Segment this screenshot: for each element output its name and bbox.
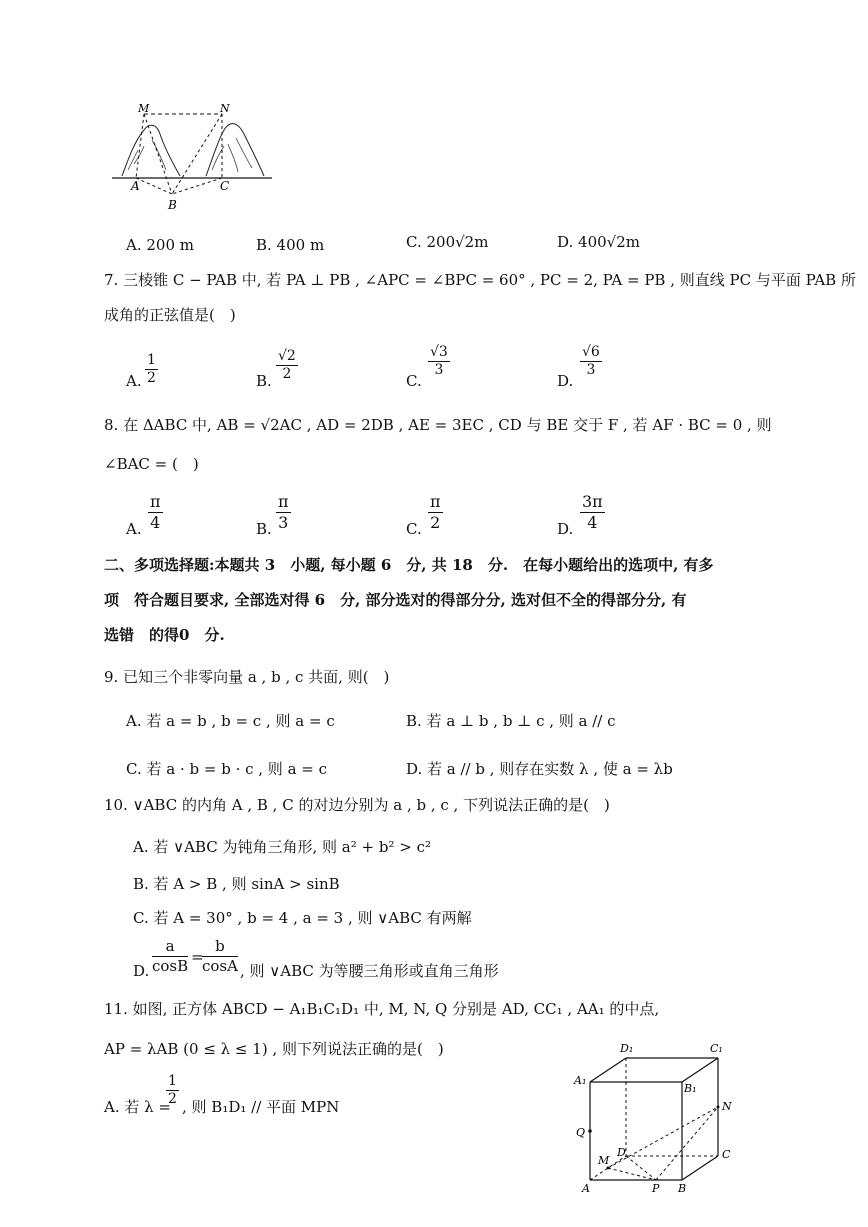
label-A: A [131, 179, 140, 193]
q9-option-b[interactable]: B. 若 a ⊥ b , b ⊥ c , 则 a // c [406, 712, 616, 730]
q8-option-b-fraction: $\frac{\pi}{3}$ [278, 492, 289, 532]
q8-option-c-fraction: $\frac{\pi}{2}$ [430, 492, 441, 532]
q7-option-d-label[interactable]: D. [557, 372, 574, 390]
q10-option-d-suffix: , 则 ∨ABC 为等腰三角形或直角三角形 [240, 962, 499, 980]
q9-option-c[interactable]: C. 若 a · b = b · c , 则 a = c [126, 760, 328, 778]
q7-option-b-fraction: $\frac{√2}{2}$ [278, 348, 296, 383]
label-Q: Q [576, 1126, 586, 1139]
label-D: D [617, 1146, 626, 1159]
cube-figure [570, 1040, 750, 1195]
label-N: N [722, 1100, 732, 1113]
q8-option-a-fraction: $\frac{\pi}{4}$ [150, 492, 161, 532]
q10-option-d-prefix[interactable]: D. [133, 962, 150, 980]
label-A: A [582, 1182, 590, 1195]
q7-option-a-fraction: $\frac{1}{2}$ [147, 352, 156, 387]
label-P: P [652, 1182, 660, 1195]
q6-option-d[interactable]: D. 400√2m [557, 233, 640, 251]
q10-option-d-fraction1: $\frac{a}{\cos B}$ [152, 937, 189, 975]
label-N: N [220, 102, 230, 115]
point-Q [588, 1129, 592, 1133]
q8-option-d-label[interactable]: D. [557, 520, 574, 538]
q11-stem-line2: AP = λAB (0 ≤ λ ≤ 1) , 则下列说法正确的是( ) [104, 1040, 444, 1058]
q7-option-d-fraction: $\frac{√6}{3}$ [582, 344, 600, 379]
q11-stem: 11. 如图, 正方体 ABCD − A₁B₁C₁D₁ 中, M, N, Q 分别是 AD, CC₁ , AA₁ 的中点, [104, 1000, 660, 1018]
q9-stem: 9. 已知三个非零向量 a , b , c 共面, 则( ) [104, 668, 390, 686]
label-C1: C₁ [710, 1042, 723, 1055]
label-M: M [598, 1154, 610, 1167]
label-B: B [678, 1182, 687, 1195]
q10-option-d-equals: = [191, 948, 204, 966]
q10-stem: 10. ∨ABC 的内角 A , B , C 的对边分别为 a , b , c , 下列说法正确的是( ) [104, 796, 610, 814]
q7-option-a-label[interactable]: A. [126, 372, 142, 390]
q6-option-a[interactable]: A. 200 m [126, 236, 194, 254]
q8-option-a-label[interactable]: A. [126, 520, 142, 538]
label-M: M [138, 102, 150, 115]
q7-option-c-label[interactable]: C. [406, 372, 422, 390]
q7-option-c-fraction: $\frac{√3}{3}$ [430, 344, 448, 379]
mountain-figure [108, 100, 278, 215]
label-B1: B₁ [684, 1082, 697, 1095]
q6-option-b[interactable]: B. 400 m [256, 236, 325, 254]
q10-option-a[interactable]: A. 若 ∨ABC 为钝角三角形, 则 a² + b² > c² [133, 838, 431, 856]
label-A1: A₁ [574, 1074, 587, 1087]
label-C: C [722, 1148, 731, 1161]
q9-option-d[interactable]: D. 若 a // b , 则存在实数 λ , 使 a = λb [406, 760, 673, 778]
point-N [717, 1106, 720, 1109]
q8-option-d-fraction: $\frac{3\pi}{4}$ [582, 492, 603, 532]
q8-stem-line2: ∠BAC = ( ) [104, 455, 199, 473]
q10-option-b[interactable]: B. 若 A > B , 则 sinA > sinB [133, 875, 340, 893]
q8-option-c-label[interactable]: C. [406, 520, 422, 538]
section2-line1: 二、多项选择题:本题共 3 小题, 每小题 6 分, 共 18 分. 在每小题给出的选项中, 有多 [104, 556, 714, 574]
q7-option-b-label[interactable]: B. [256, 372, 272, 390]
section2-line3: 选错 的得0 分. [104, 626, 225, 644]
q10-option-c[interactable]: C. 若 A = 30° , b = 4 , a = 3 , 则 ∨ABC 有两解 [133, 909, 472, 927]
q11-option-a-prefix[interactable]: A. 若 λ = [104, 1098, 171, 1116]
q7-stem-line2: 成角的正弦值是( ) [104, 306, 236, 324]
section2-line2: 项 符合题目要求, 全部选对得 6 分, 部分选对的得部分分, 选对但不全的得部分分, 有 [104, 591, 687, 609]
q11-option-a-fraction: $\frac{1}{2}$ [168, 1073, 177, 1108]
label-B: B [168, 198, 177, 212]
q8-stem-line1: 8. 在 ΔABC 中, AB = √2AC , AD = 2DB , AE = 3EC , CD 与 BE 交于 F , 若 AF · BC = 0 , 则 [104, 416, 772, 434]
q6-option-c[interactable]: C. 200√2m [406, 233, 489, 251]
q10-option-d-fraction2: $\frac{b}{\cos A}$ [202, 937, 238, 975]
q9-option-a[interactable]: A. 若 a = b , b = c , 则 a = c [126, 712, 335, 730]
q11-option-a-suffix: , 则 B₁D₁ // 平面 MPN [182, 1098, 340, 1116]
right-mountain [206, 124, 264, 176]
label-C: C [220, 179, 230, 193]
q8-option-b-label[interactable]: B. [256, 520, 272, 538]
label-D1: D₁ [620, 1042, 634, 1055]
q7-stem-line1: 7. 三棱锥 C − PAB 中, 若 PA ⊥ PB , ∠APC = ∠BPC = 60° , PC = 2, PA = PB , 则直线 PC 与平面 PAB 所 [104, 271, 856, 289]
